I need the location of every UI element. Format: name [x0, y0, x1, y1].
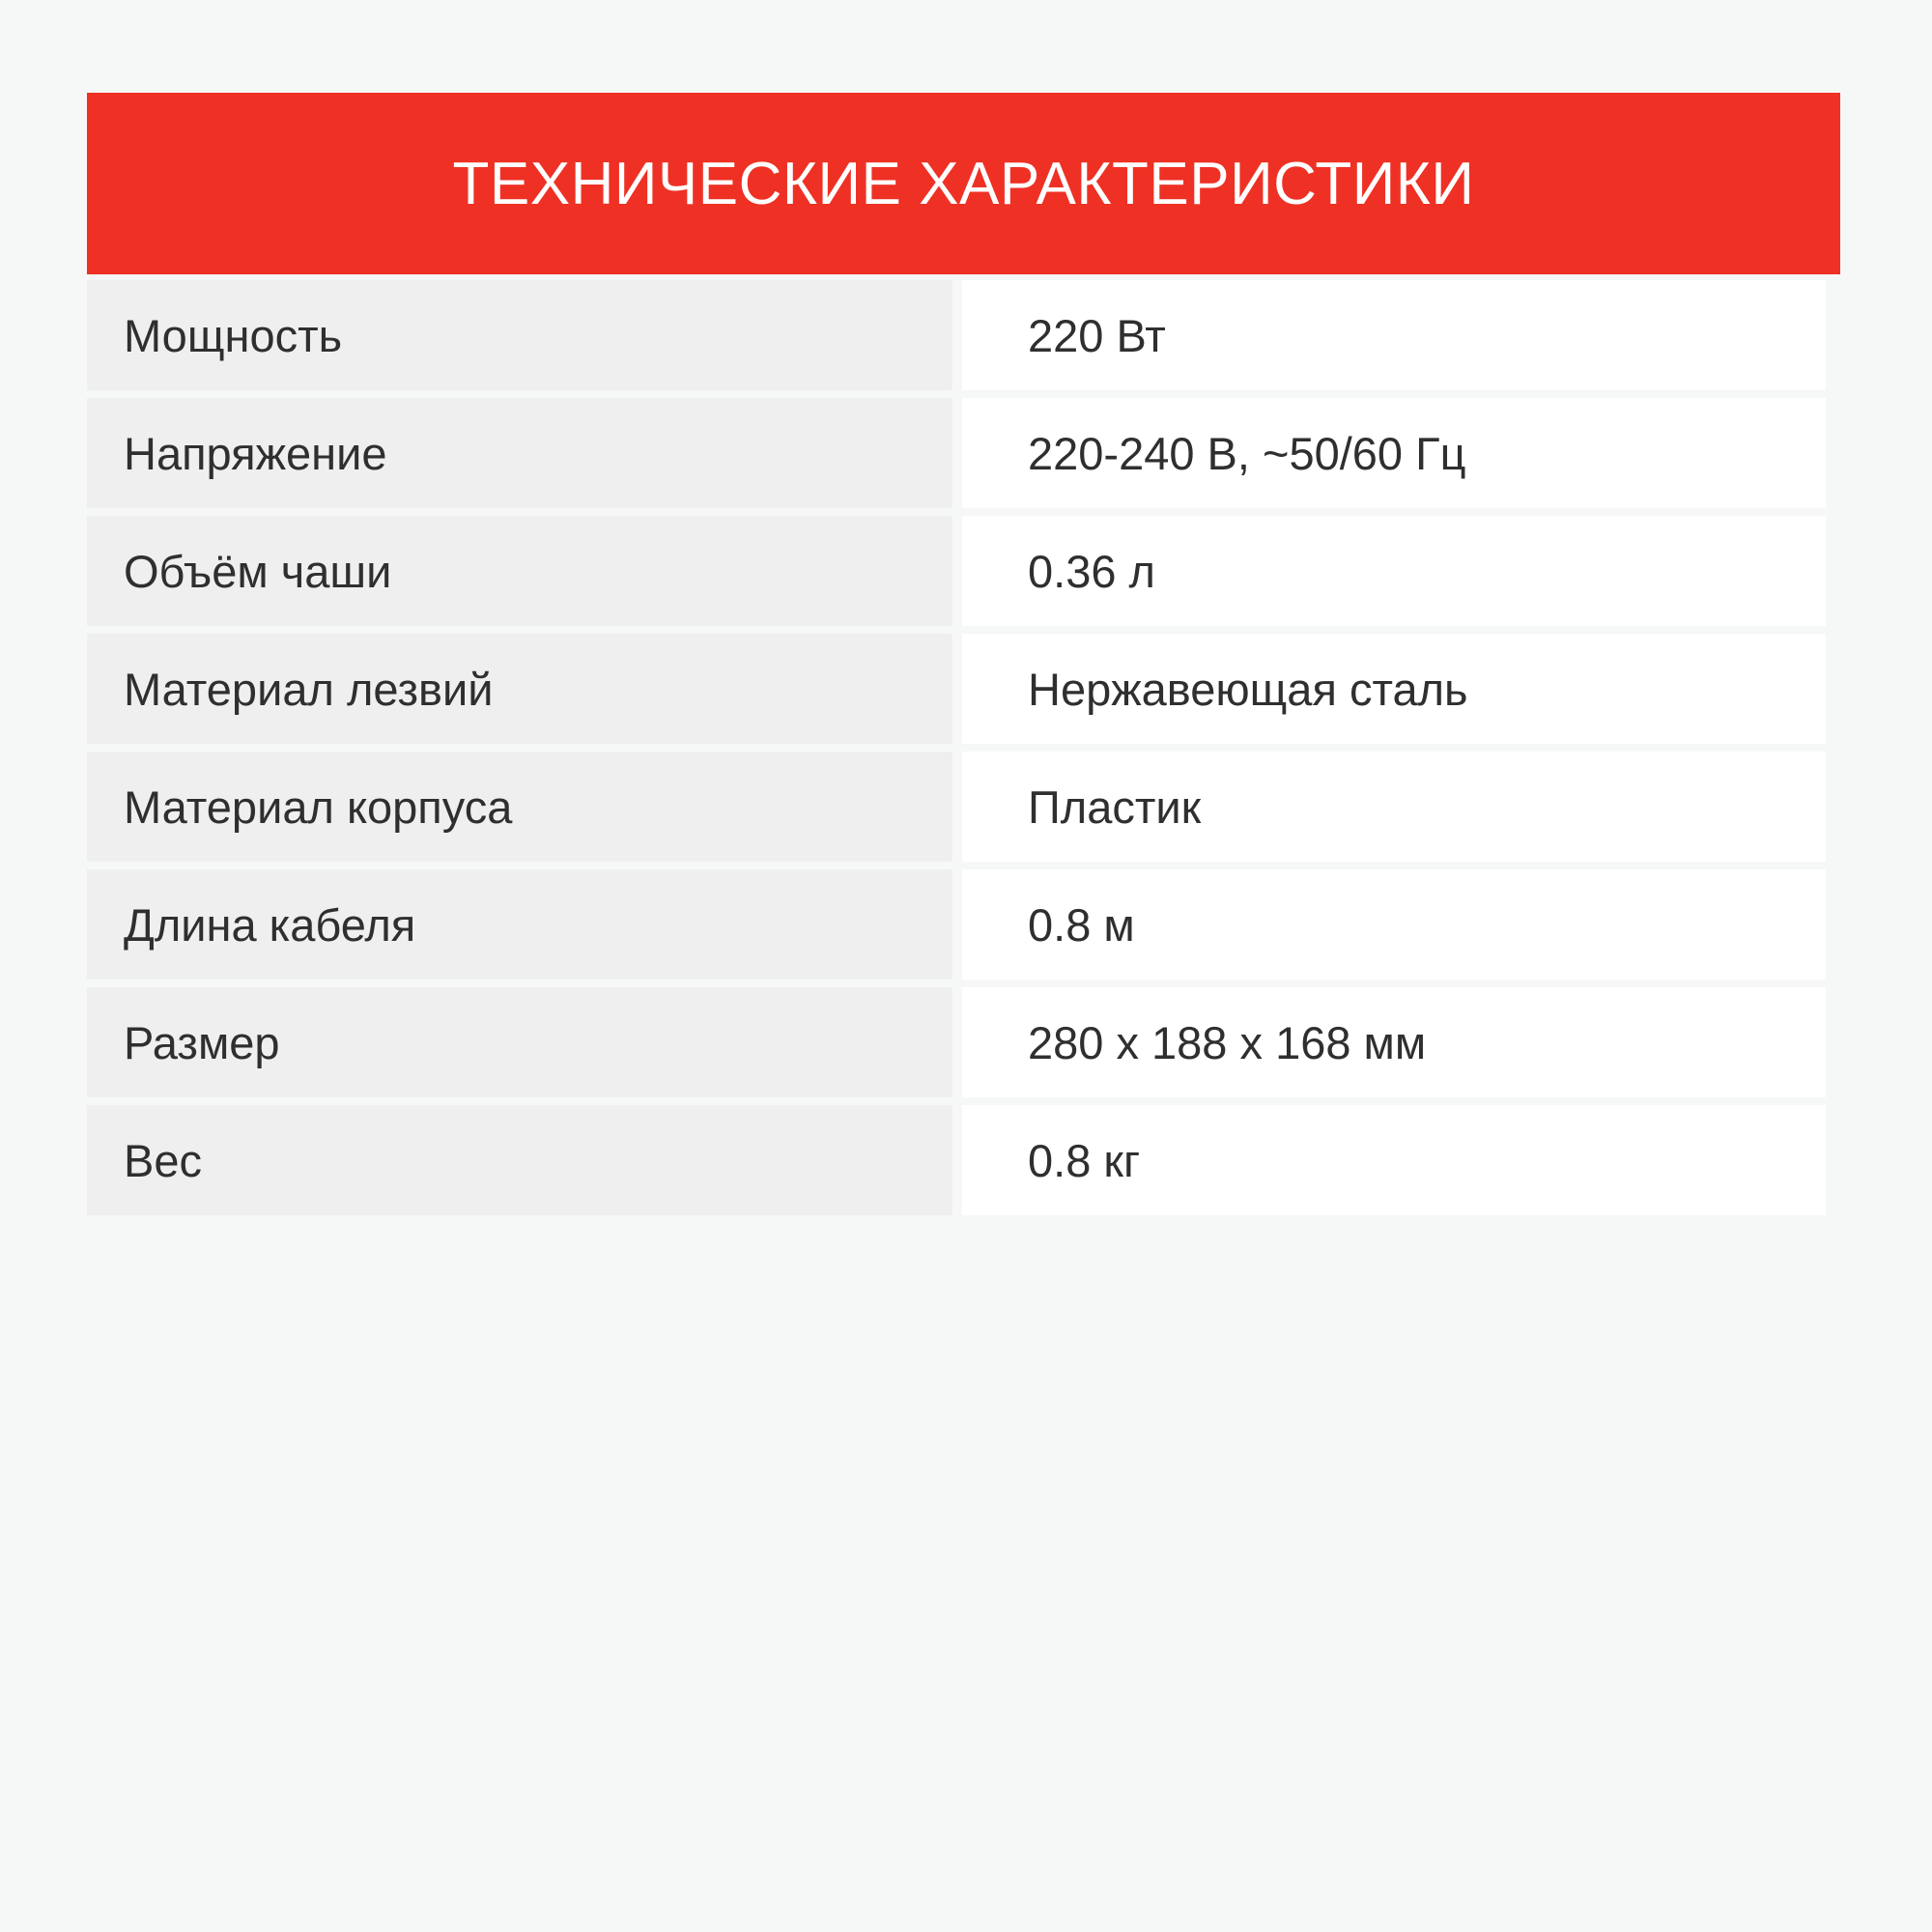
spec-row-blade-material	[87, 634, 1826, 744]
spec-value: 280 x 188 x 168 мм	[1028, 1016, 1427, 1068]
spec-label-cell	[87, 280, 952, 390]
spec-header	[87, 93, 1840, 274]
spec-label-cell	[87, 752, 952, 862]
spec-value: 0.8 кг	[1028, 1134, 1141, 1186]
spec-row-bowl-volume	[87, 516, 1826, 626]
spec-label: Размер	[124, 1016, 280, 1068]
spec-value: Пластик	[1028, 781, 1202, 833]
spec-label: Материал лезвий	[124, 663, 494, 715]
spec-label-cell	[87, 869, 952, 980]
spec-value-cell	[962, 869, 1826, 980]
spec-row-weight	[87, 1105, 1826, 1215]
spec-value-cell	[962, 752, 1826, 862]
spec-value-cell	[962, 634, 1826, 744]
spec-value: 0.36 л	[1028, 545, 1155, 597]
spec-value-cell	[962, 280, 1826, 390]
spec-table	[87, 280, 1826, 1215]
spec-label: Вес	[124, 1134, 202, 1186]
spec-value: Нержавеющая сталь	[1028, 663, 1468, 715]
spec-label-cell	[87, 516, 952, 626]
spec-row-cable-length	[87, 869, 1826, 980]
spec-value: 220-240 В, ~50/60 Гц	[1028, 427, 1466, 479]
spec-row-power	[87, 280, 1826, 390]
spec-label: Объём чаши	[124, 545, 392, 597]
spec-value: 0.8 м	[1028, 898, 1135, 951]
spec-label: Длина кабеля	[124, 898, 416, 951]
spec-card	[87, 93, 1840, 1215]
spec-label: Напряжение	[124, 427, 387, 479]
spec-label-cell	[87, 398, 952, 508]
page-title: ТЕХНИЧЕСКИЕ ХАРАКТЕРИСТИКИ	[452, 150, 1475, 217]
spec-value: 220 Вт	[1028, 309, 1166, 361]
spec-row-voltage	[87, 398, 1826, 508]
spec-label-cell	[87, 634, 952, 744]
spec-value-cell	[962, 398, 1826, 508]
spec-value-cell	[962, 1105, 1826, 1215]
spec-row-size	[87, 987, 1826, 1097]
spec-label: Материал корпуса	[124, 781, 513, 833]
spec-label: Мощность	[124, 309, 343, 361]
spec-value-cell	[962, 516, 1826, 626]
spec-label-cell	[87, 987, 952, 1097]
spec-row-body-material	[87, 752, 1826, 862]
spec-value-cell	[962, 987, 1826, 1097]
spec-label-cell	[87, 1105, 952, 1215]
